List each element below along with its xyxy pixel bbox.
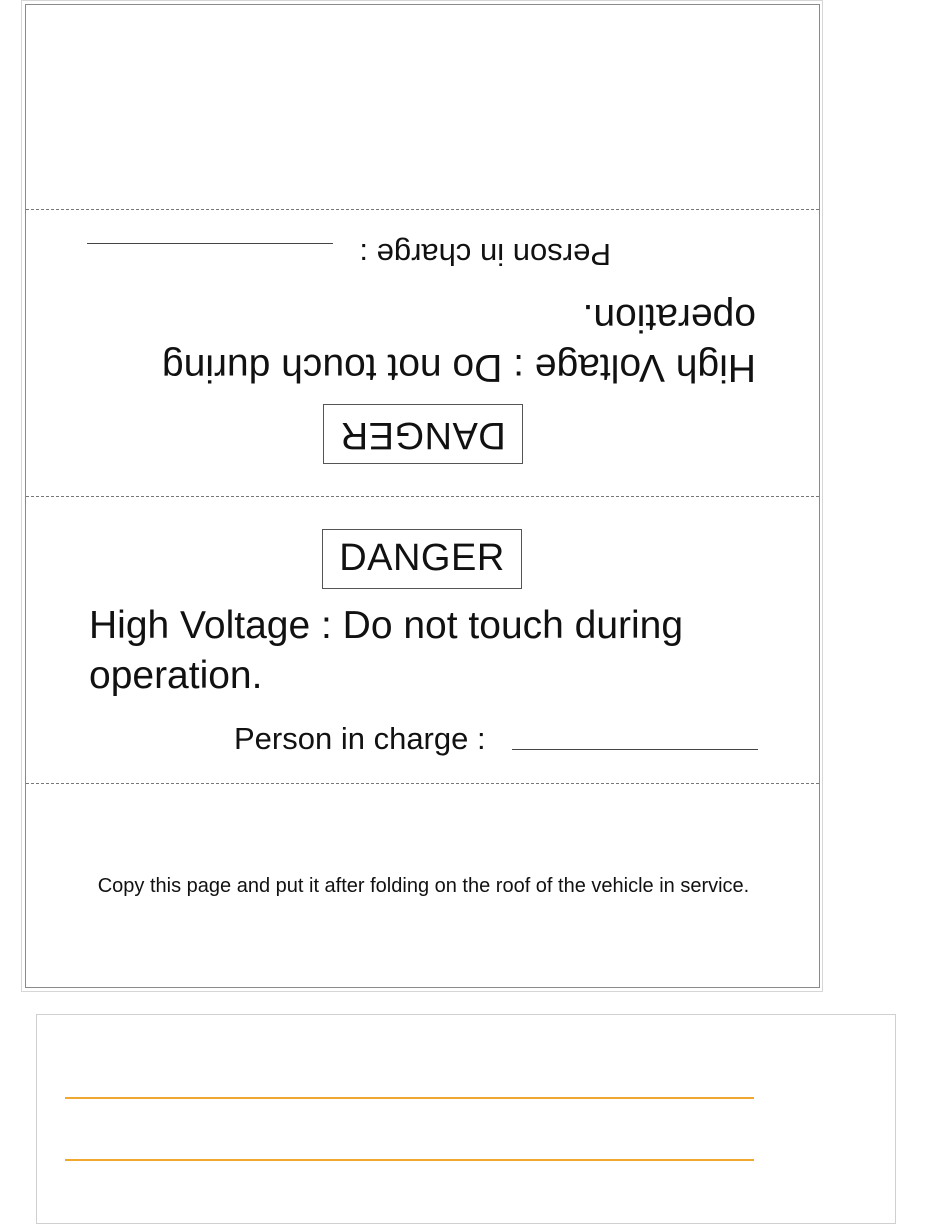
fold-line (26, 783, 819, 784)
warning-text: High Voltage : Do not touch during operation. (89, 604, 684, 697)
upright-panel (26, 497, 819, 783)
upside-down-panel (26, 210, 819, 496)
signature-line (87, 243, 333, 244)
note-line (65, 1159, 754, 1161)
notes-box (36, 1014, 896, 1224)
danger-sign-sheet (25, 4, 820, 988)
person-in-charge-label: Person in charge : (359, 237, 611, 272)
folding-instruction: Copy this page and put it after folding on the roof of the vehicle in service. (97, 875, 750, 897)
note-line (65, 1097, 754, 1099)
danger-heading: DANGER (322, 529, 522, 589)
person-in-charge-label: Person in charge : (234, 721, 486, 756)
signature-line (512, 749, 758, 750)
warning-text: High Voltage : Do not touch during operation. (161, 296, 756, 389)
danger-heading: DANGER (323, 404, 523, 464)
